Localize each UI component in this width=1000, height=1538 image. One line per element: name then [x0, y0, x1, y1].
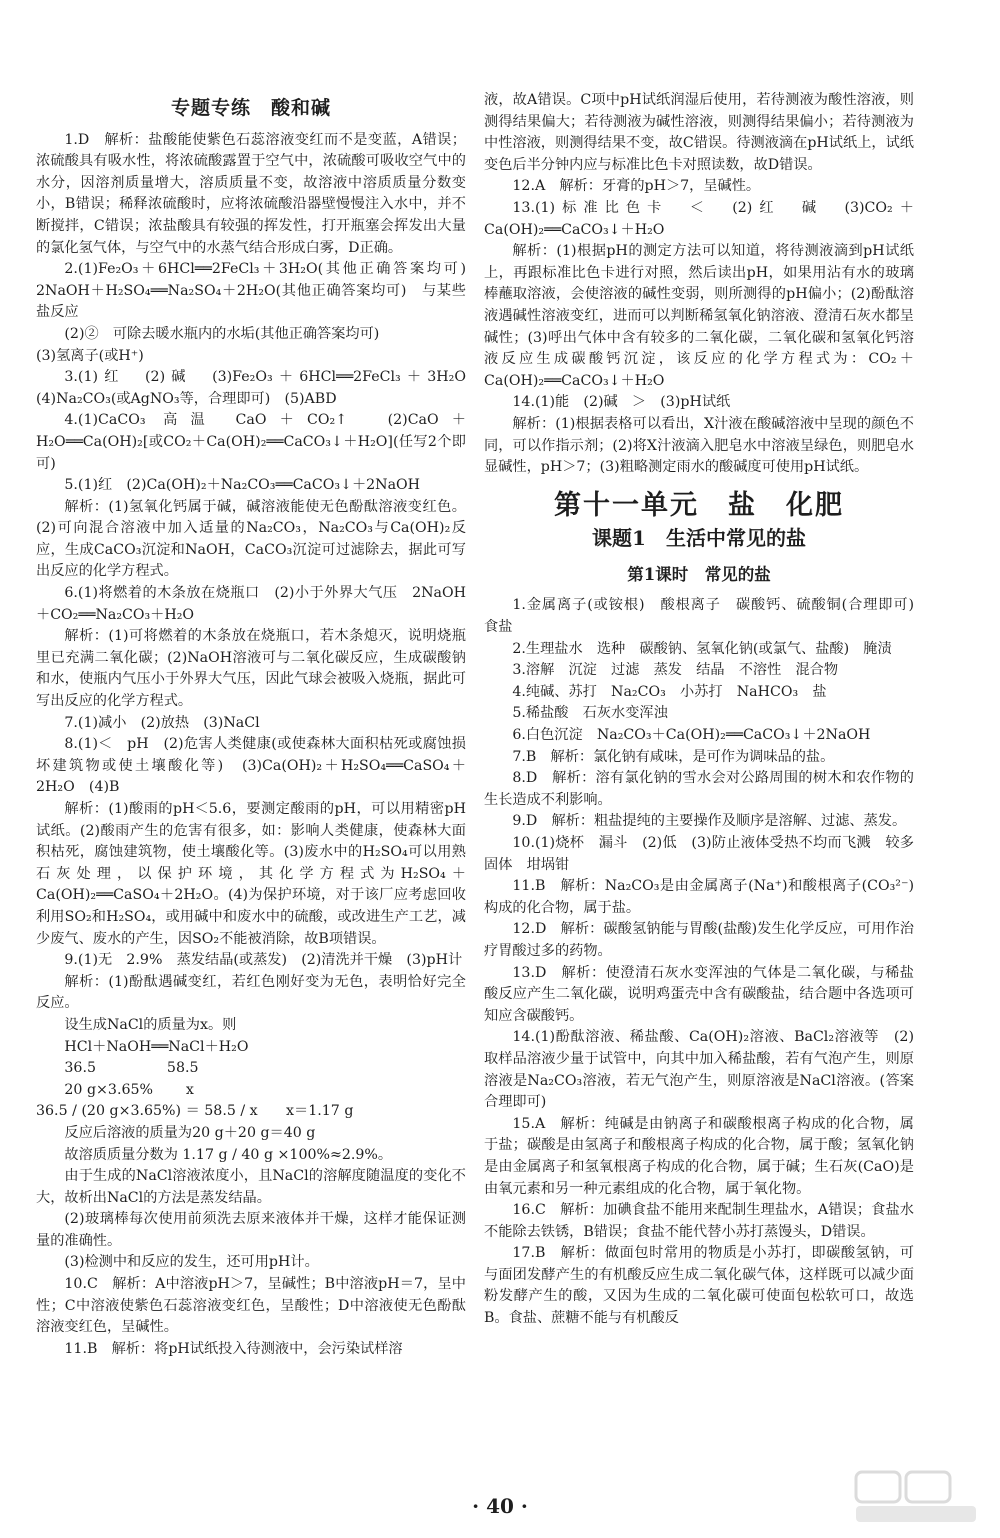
topic-title: 课题1 生活中常见的盐	[592, 526, 806, 551]
lesson-answer-14: 14.(1)酚酞溶液、稀盐酸、Ca(OH)₂溶液、BaCl₂溶液等 (2)取样品溶液少量于试管中，向其中加入稀盐酸，若有气泡产生，则原溶液是Na₂CO₃溶液，若无气泡产生，则原溶液是NaCl溶液。(答案合理即可)	[484, 1029, 914, 1111]
right-column	[484, 90, 929, 1330]
answer-5: 5.(1)红 (2)Ca(OH)₂＋Na₂CO₃══CaCO₃↓＋2NaOH	[64, 477, 421, 494]
answer-9-part2: (2)玻璃棒每次使用前须洗去原来液体并干燥，这样才能保证测量的准确性。	[36, 1211, 466, 1249]
lesson-answer-17: 17.B 解析：做面包时常用的物质是小苏打，即碳酸氢钠，可与面团发酵产生的有机酸反应生成二氧化碳气体，这样既可以减少面粉发酵产生的酸，又因为生成的二氧化碳可使面包松软可口，故选B。食盐、蔗糖不能与有机酸反	[484, 1245, 914, 1327]
answer-8-analysis: 解析：(1)酸雨的pH＜5.6，要测定酸雨的pH，可以用精密pH试纸。(2)酸雨产生的危害有很多，如：影响人类健康，使森林大面积枯死，腐蚀建筑物，使土壤酸化等。(3)废水中的H₂SO₄可以用熟石灰处理，以保护环境，其化学方程式为H₂SO₄＋Ca(OH)₂══CaSO₄＋2H₂O。(4)为保护环境，对于该厂应考虑回收利用SO₂和H₂SO₄，或用碱中和废水中的硫酸，或改进生产工艺，减少废气、废水的产生，因SO₂不能被消除，故B项错误。	[36, 801, 466, 947]
lesson-answer-3: 3.溶解 沉淀 过滤 蒸发 结晶 不溶性 混合物	[512, 662, 839, 679]
calc-solution-mass: 反应后溶液的质量为20 g＋20 g＝40 g	[64, 1124, 316, 1141]
answer-2: 2.(1)Fe₂O₃＋6HCl══2FeCl₃＋3H₂O(其他正确答案均可) 2NaOH＋H₂SO₄══Na₂SO₄＋2H₂O(其他正确答案均可) 与某些盐反应	[36, 261, 481, 321]
answer-14: 14.(1)能 (2)碱 ＞ (3)pH试纸	[512, 394, 731, 411]
lesson-answer-13: 13.D 解析：使澄清石灰水变浑浊的气体是二氧化碳，与稀盐酸反应产生二氧化碳，说明鸡蛋壳中含有碳酸盐，结合题中各选项可知应含碳酸钙。	[484, 964, 914, 1024]
answer-12: 12.A 解析：牙膏的pH＞7，呈碱性。	[512, 178, 761, 195]
calc-masses: 36.5 58.5	[64, 1060, 199, 1077]
lesson-answer-12: 12.D 解析：碳酸氢钠能与胃酸(盐酸)发生化学反应，可用作治疗胃酸过多的药物。	[484, 921, 914, 959]
lesson-answer-6: 6.白色沉淀 Na₂CO₃＋Ca(OH)₂══CaCO₃↓＋2NaOH	[512, 727, 871, 744]
answer-13: 13.(1)标准比色卡 ＜ (2)红 碱 (3)CO₂＋Ca(OH)₂══CaCO₃↓＋H₂O	[484, 199, 914, 238]
calc-fraction: 故溶质质量分数为 1.17 g / 40 g ×100%≈2.9%。	[64, 1146, 393, 1163]
answer-13-analysis: 解析：(1)根据pH的测定方法可以知道，将待测液滴到pH试纸上，再跟标准比色卡进行对照，然后读出pH，如果用沾有水的玻璃棒蘸取溶液，会使溶液的碱性变弱，则所测得的pH偏小；(2)酚酞溶液遇碱性溶液变红，进而可以判断稀氢氧化钠溶液、澄清石灰水都呈碱性；(3)呼出气体中含有较多的二氧化碳，二氧化碳和氢氧化钙溶液反应生成碳酸钙沉淀，该反应的化学方程式为：CO₂＋Ca(OH)₂══CaCO₃↓＋H₂O	[484, 243, 914, 389]
answer-2-part3: (3)氢离子(或H⁺)	[36, 347, 144, 364]
watermark-logo-icon	[852, 1466, 982, 1526]
answer-5-analysis: 解析：(1)氢氧化钙属于碱，碱溶液能使无色酚酞溶液变红色。(2)可向混合溶液中加入适量的Na₂CO₃，Na₂CO₃与Ca(OH)₂反应，生成CaCO₃沉淀和NaOH，CaCO₃沉淀可过滤除去，据此可写出反应的化学方程式。	[36, 498, 466, 580]
calc-equation: HCl＋NaOH══NaCl＋H₂O	[64, 1038, 249, 1055]
answer-3: 3.(1)红 (2)碱 (3)Fe₂O₃＋6HCl══2FeCl₃＋3H₂O (4)Na₂CO₃(或AgNO₃等，合理即可) (5)ABD	[36, 369, 481, 407]
lesson-title: 第1课时 常见的盐	[627, 564, 771, 584]
lesson-answer-2: 2.生理盐水 选种 碳酸钠、氢氧化钠(或氯气、盐酸) 腌渍	[512, 640, 892, 657]
lesson-answer-10: 10.(1)烧杯 漏斗 (2)低 (3)防止液体受热不均而飞溅 较多固体 坩埚钳	[484, 835, 914, 873]
answer-9-analysis: 解析：(1)酚酞遇碱变红，若红色刚好变为无色，表明恰好完全反应。	[36, 973, 466, 1012]
answer-11: 11.B 解析：将pH试纸投入待测液中，会污染试样溶	[64, 1340, 403, 1357]
answer-11-cont: 液，故A错误。C项中pH试纸润湿后使用，若待测液为酸性溶液，则测得结果偏大；若待测液为碱性溶液，则测得结果偏小；若待测液为中性溶液，则测得结果不变，故C错误。待测液滴在pH试纸上，试纸变色后半分钟内应与标准比色卡对照读数，故D错误。	[484, 92, 914, 173]
answer-9-part3: (3)检测中和反应的发生，还可用pH计。	[64, 1254, 319, 1271]
lesson-answer-16: 16.C 解析：加碘食盐不能用来配制生理盐水，A错误；食盐水不能除去铁锈，B错误；食盐不能代替小苏打蒸馒头，D错误。	[484, 1202, 914, 1240]
lesson-answer-8: 8.D 解析：溶有氯化钠的雪水会对公路周围的树木和农作物的生长造成不利影响。	[484, 770, 914, 808]
answer-6: 6.(1)将燃着的木条放在烧瓶口 (2)小于外界大气压 2NaOH＋CO₂══Na₂CO₃＋H₂O	[36, 585, 466, 623]
answer-1: 1.D 解析：盐酸能使紫色石蕊溶液变红而不是变蓝，A错误；浓硫酸具有吸水性，将浓硫酸露置于空气中，浓硫酸可吸收空气中的水分，因溶剂质量增大，溶质质量不变，故溶液中溶质质量分数变小，B错误；稀释浓硫酸时，应将浓硫酸沿器壁慢慢注入水中，并不断搅拌，C错误；浓盐酸具有较强的挥发性，打开瓶塞会挥发出大量的氯化氢气体，与空气中的水蒸气结合形成白雾，D正确。	[36, 131, 466, 256]
answer-6-analysis: 解析：(1)可将燃着的木条放在烧瓶口，若木条熄灭，说明烧瓶里已充满二氧化碳；(2)NaOH溶液可与二氧化碳反应，生成碳酸钠和水，使瓶内气压小于外界大气压，因此气球会被吸入烧瓶，据此可写出反应的化学方程式。	[36, 628, 466, 710]
answer-4: 4.(1)CaCO₃ 高温 CaO＋CO₂↑ (2)CaO＋H₂O══Ca(OH)₂[或CO₂＋Ca(OH)₂══CaCO₃↓＋H₂O](任写2个即可)	[36, 412, 466, 472]
answer-2-part2: (2)② 可除去暖水瓶内的水垢(其他正确答案均可)	[64, 325, 380, 342]
lesson-answer-4: 4.纯碱、苏打 Na₂CO₃ 小苏打 NaHCO₃ 盐	[512, 683, 827, 700]
section-title: 专题专练 酸和碱	[170, 97, 331, 119]
calc-ratio: 36.5 / (20 g×3.65%) ＝ 58.5 / x x＝1.17 g	[36, 1103, 354, 1120]
left-column	[36, 78, 481, 1360]
answer-14-analysis: 解析：(1)根据表格可以看出，X汁液在酸碱溶液中呈现的颜色不同，可以作指示剂；(2)将X汁液滴入肥皂水中溶液呈绿色，则肥皂水显碱性，pH＞7；(3)粗略测定雨水的酸碱度可使用pH试纸。	[484, 415, 914, 476]
calc-conclusion: 由于生成的NaCl溶液浓度小，且NaCl的溶解度随温度的变化不大，故析出NaCl的方法是蒸发结晶。	[36, 1168, 466, 1206]
lesson-answer-7: 7.B 解析：氯化钠有咸味，是可作为调味品的盐。	[512, 748, 835, 765]
calc-amounts: 20 g×3.65% x	[64, 1081, 194, 1098]
answer-9: 9.(1)无 2.9% 蒸发结晶(或蒸发) (2)清洗并干燥 (3)pH计	[64, 952, 463, 969]
lesson-answer-5: 5.稀盐酸 石灰水变浑浊	[512, 705, 668, 722]
page-number: · 40 ·	[472, 1494, 528, 1518]
lesson-answer-1: 1.金属离子(或铵根) 酸根离子 碳酸钙、硫酸铜(合理即可) 食盐	[484, 597, 929, 636]
lesson-answer-9: 9.D 解析：粗盐提纯的主要操作及顺序是溶解、过滤、蒸发。	[512, 813, 907, 830]
lesson-answer-11: 11.B 解析：Na₂CO₃是由金属离子(Na⁺)和酸根离子(CO₃²⁻)构成的化合物，属于盐。	[484, 878, 914, 916]
answer-7: 7.(1)减小 (2)放热 (3)NaCl	[64, 714, 260, 731]
unit-title: 第十一单元 盐 化肥	[554, 489, 844, 521]
calc-line: 设生成NaCl的质量为x。则	[64, 1016, 237, 1033]
answer-8: 8.(1)＜ pH (2)危害人类健康(或使森林大面积枯死或腐蚀损坏建筑物或使土壤酸化等) (3)Ca(OH)₂＋H₂SO₄══CaSO₄＋2H₂O (4)B	[36, 736, 466, 796]
answer-10: 10.C 解析：A中溶液pH＞7，呈碱性；B中溶液pH＝7，呈中性；C中溶液使紫色石蕊溶液变红色，呈酸性；D中溶液使无色酚酞溶液变红色，呈碱性。	[36, 1276, 466, 1336]
lesson-answer-15: 15.A 解析：纯碱是由钠离子和碳酸根离子构成的化合物，属于盐；碳酸是由氢离子和酸根离子构成的化合物，属于酸；氢氧化钠是由金属离子和氢氧根离子构成的化合物，属于碱；生石灰(CaO)是由氧元素和另一种元素组成的化合物，属于氧化物。	[484, 1115, 914, 1197]
